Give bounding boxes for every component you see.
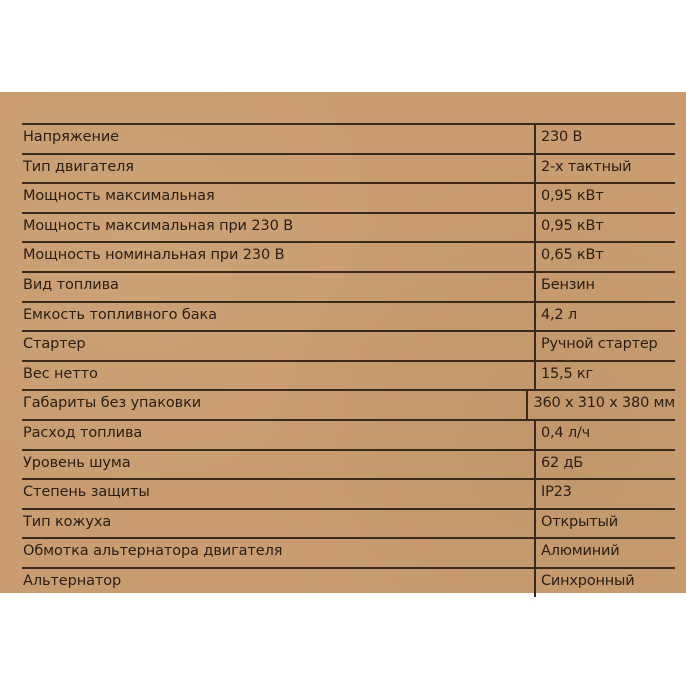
table-row — [22, 241, 675, 271]
spec-value: 4,2 л — [534, 303, 675, 331]
cardboard-sheet — [0, 92, 686, 593]
spec-label: Степень защиты — [23, 484, 150, 501]
table-row — [22, 567, 675, 597]
spec-label: Мощность максимальная при 230 В — [23, 217, 294, 234]
table-row — [22, 271, 675, 301]
table-row — [22, 123, 675, 153]
table-row — [22, 478, 675, 508]
spec-value: Синхронный — [534, 569, 675, 597]
spec-label: Обмотка альтернатора двигателя — [23, 543, 283, 560]
table-row — [22, 301, 675, 331]
spec-value: IP23 — [534, 480, 675, 508]
spec-label: Вид топлива — [23, 276, 119, 293]
spec-label: Расход топлива — [23, 424, 143, 441]
spec-label: Мощность номинальная при 230 В — [23, 247, 285, 264]
spec-value: 15,5 кг — [534, 362, 675, 390]
spec-label: Мощность максимальная — [23, 188, 215, 205]
table-row — [22, 508, 675, 538]
table-row — [22, 419, 675, 449]
spec-label: Стартер — [23, 336, 86, 353]
spec-value: 62 дБ — [534, 451, 675, 479]
spec-label: Уровень шума — [23, 454, 131, 471]
spec-value: Алюминий — [534, 539, 675, 567]
table-row — [22, 212, 675, 242]
spec-value: 360 х 310 х 380 мм — [526, 391, 675, 419]
spec-label: Габариты без упаковки — [23, 395, 202, 412]
spec-value: Бензин — [534, 273, 675, 301]
spec-value: Открытый — [534, 510, 675, 538]
table-row — [22, 449, 675, 479]
table-row — [22, 330, 675, 360]
spec-label: Тип кожуха — [23, 513, 112, 530]
spec-label: Вес нетто — [23, 365, 98, 382]
spec-value: 0,4 л/ч — [534, 421, 675, 449]
spec-label: Альтернатор — [23, 572, 122, 589]
spec-label: Тип двигателя — [23, 158, 134, 175]
spec-value: 0,65 кВт — [534, 243, 675, 271]
spec-value: 0,95 кВт — [534, 214, 675, 242]
spec-label: Емкость топливного бака — [23, 306, 217, 323]
table-row — [22, 182, 675, 212]
spec-table — [22, 123, 675, 597]
table-row — [22, 537, 675, 567]
spec-value: 230 В — [534, 125, 675, 153]
spec-value: Ручной стартер — [534, 332, 675, 360]
spec-value: 2-х тактный — [534, 155, 675, 183]
spec-label: Напряжение — [23, 129, 120, 145]
table-row — [22, 389, 675, 419]
spec-value: 0,95 кВт — [534, 184, 675, 212]
table-row — [22, 360, 675, 390]
table-row — [22, 153, 675, 183]
